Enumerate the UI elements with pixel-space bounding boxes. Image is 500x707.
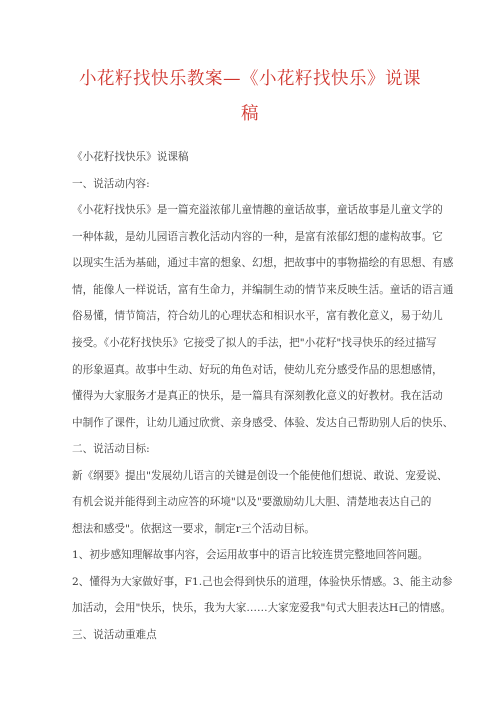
- paragraph-line: 1、初步感知理解故事内容，会运用故事中的语言比较连贯完整地回答问题。: [72, 549, 429, 562]
- paragraph-line: 《小花籽找快乐》是一篇充溢浓郁儿童情趣的童话故事，童话故事是儿童文学的: [72, 204, 443, 216]
- paragraph-line: 俗易懂，情节简洁，符合幼儿的心理状态和相识水平，富有教化意义，易于幼儿: [72, 310, 443, 323]
- paragraph-line: 的形象逼真。故事中生动、好玩的角色对话，使幼儿充分感受作品的思想感情，: [72, 363, 443, 376]
- section-1-heading: 一、说活动内容:: [72, 177, 150, 190]
- paragraph-line: 2、懂得为大家做好事，F1.己也会得到快乐的道理，体验快乐情感。3、能主动参: [72, 575, 453, 588]
- paragraph-line: 一种体裁，是幼儿园语言教化活动内容的一种，是富有浓郁幻想的虚构故事。它: [72, 230, 443, 243]
- section-2-paragraph: [72, 463, 453, 623]
- paragraph-line: 想法和感受"。依据这一要求，制定r三个活动目标。: [72, 522, 315, 535]
- paragraph-line: 懂得为大家服务才是真正的快乐，是一篇具有深刻教化意义的好教材。我在活动: [72, 390, 443, 403]
- section-2-heading: 二、说活动目标:: [72, 443, 150, 455]
- paragraph-line: 新《纲要》提出"发展幼儿语言的关键是创设一个能使他们想说、敢说、宠爱说、: [72, 469, 448, 482]
- paragraph-line: 情，能像人一样说话，富有生命力，并编制生动的情节来反映生活。童话的语言通: [72, 283, 454, 296]
- document-subtitle: 《小花籽找快乐》说课稿: [72, 151, 189, 163]
- section-3-heading: 三、说活动重难点: [72, 629, 157, 641]
- paragraph-line: 有机会说并能得到主动应答的环境"以及"要激励幼儿大胆、清楚地表达自己的: [72, 496, 432, 509]
- paragraph-line: 加活动，会用"快乐，快乐，我为大家……大家宠爱我"句式大胆表达H己的情感。: [72, 602, 452, 615]
- document-title-line-1: 小花籽找快乐教案—《小花籽找快乐》说课: [79, 69, 421, 89]
- paragraph-line: 接受。《小花籽找快乐》它接受了拟人的手法，把"小花籽"找寻快乐的经过描写: [72, 336, 437, 349]
- section-1-paragraph: [72, 197, 454, 436]
- document-title-line-2: 稿: [241, 104, 259, 124]
- paragraph-line: 以现实生活为基础，通过丰富的想象、幻想，把故事中的事物描绘的有思想、有感: [72, 257, 454, 270]
- paragraph-line: 中制作了课件，让幼儿通过欣赏、亲身感受、体验、发达自己帮助别人后的快乐、: [72, 416, 454, 429]
